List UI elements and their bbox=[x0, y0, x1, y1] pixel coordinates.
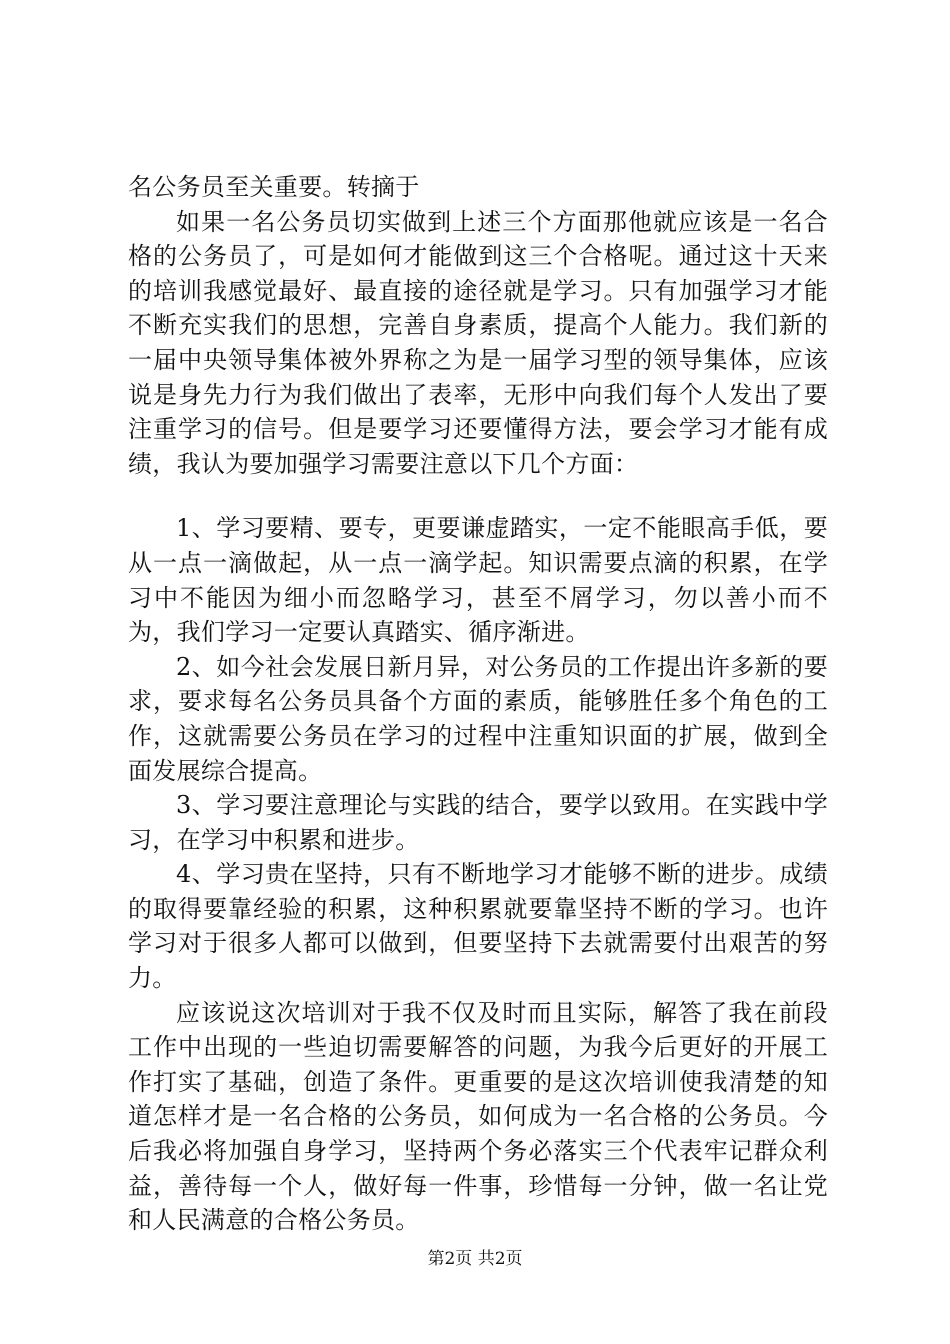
paragraph-conclusion: 应该说这次培训对于我不仅及时而且实际，解答了我在前段工作中出现的一些迫切需要解答的问题，为我今后更好的开展工作打实了基础，创造了条件。更重要的是这次培训使我清楚的知道怎样才是一名合格的公务员，如何成为一名合格的公务员。今后我必将加强自身学习，坚持两个务必落实三个代表牢记群众利益，善待每一个人，做好每一件事，珍惜每一分钟，做一名让党和人民满意的合格公务员。 bbox=[128, 998, 828, 1235]
paragraph-point-3: 3、学习要注意理论与实践的结合，要学以致用。在实践中学习，在学习中积累和进步。 bbox=[128, 791, 828, 854]
paragraph-continuation: 名公务员至关重要。转摘于 bbox=[128, 173, 420, 201]
document-body bbox=[128, 170, 828, 1238]
paragraph-point-1: 1、学习要精、要专，更要谦虚踏实，一定不能眼高手低，要从一点一滴做起，从一点一滴学起。知识需要点滴的积累，在学习中不能因为细小而忽略学习，甚至不屑学习，勿以善小而不为，我们学习一定要认真踏实、循序渐进。 bbox=[128, 514, 828, 647]
page-number-footer: 第2页 共2页 bbox=[427, 1249, 523, 1269]
paragraph-point-2: 2、如今社会发展日新月异，对公务员的工作提出许多新的要求，要求每名公务员具备个方面的素质，能够胜任多个角色的工作，这就需要公务员在学习的过程中注重知识面的扩展，做到全面发展综合提高。 bbox=[128, 652, 828, 785]
paragraph-point-4: 4、学习贵在坚持，只有不断地学习才能够不断的进步。成绩的取得要靠经验的积累，这种积累就要靠坚持不断的学习。也许学习对于很多人都可以做到，但要坚持下去就需要付出艰苦的努力。 bbox=[128, 860, 828, 993]
paragraph-intro: 如果一名公务员切实做到上述三个方面那他就应该是一名合格的公务员了，可是如何才能做到这三个合格呢。通过这十天来的培训我感觉最好、最直接的途径就是学习。只有加强学习才能不断充实我们的思想，完善自身素质，提高个人能力。我们新的一届中央领导集体被外界称之为是一届学习型的领导集体，应该说是身先力行为我们做出了表率，无形中向我们每个人发出了要注重学习的信号。但是要学习还要懂得方法，要会学习才能有成绩，我认为要加强学习需要注意以下几个方面： bbox=[128, 207, 828, 478]
